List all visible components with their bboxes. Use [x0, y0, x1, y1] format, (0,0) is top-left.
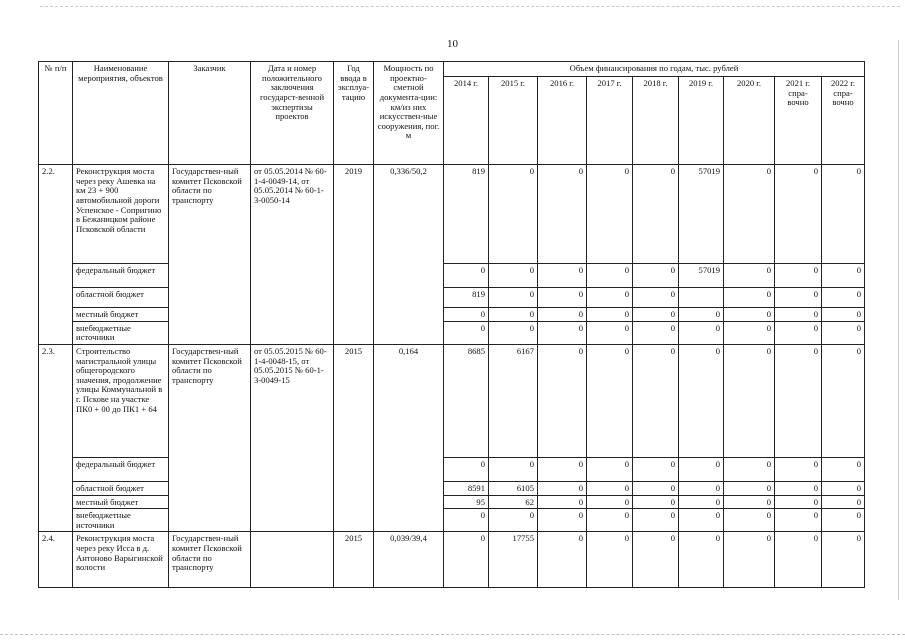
header-year-col: 2018 г. — [633, 77, 679, 165]
value-cell: 0 — [489, 165, 538, 264]
value-cell: 0 — [724, 264, 775, 288]
project-year: 2019 — [334, 165, 374, 345]
table-row — [39, 264, 865, 288]
value-cell: 0 — [633, 509, 679, 532]
source-label: местный бюджет — [73, 495, 169, 509]
project-name: Реконструкция моста через реку Исса в д. Антоново Варыгинской волости — [73, 532, 169, 588]
project-year: 2015 — [334, 344, 374, 532]
value-cell: 0 — [679, 495, 724, 509]
value-cell: 0 — [822, 481, 865, 495]
project-capacity: 0,039/39,4 — [374, 532, 444, 588]
value-cell: 0 — [724, 344, 775, 457]
header-year-col: 2022 г. спра-вочно — [822, 77, 865, 165]
value-cell: 6167 — [489, 344, 538, 457]
value-cell: 0 — [822, 509, 865, 532]
project-num: 2.2. — [39, 165, 73, 345]
header-year-col: 2016 г. — [538, 77, 587, 165]
value-cell: 0 — [775, 264, 822, 288]
header-funding: Объем финансирования по годам, тыс. рублей — [444, 62, 865, 77]
source-label: внебюджетные источники — [73, 509, 169, 532]
scan-artifact-bottom — [0, 634, 905, 636]
value-cell: 0 — [822, 495, 865, 509]
value-cell: 95 — [444, 495, 489, 509]
value-cell: 0 — [444, 509, 489, 532]
value-cell: 0 — [775, 344, 822, 457]
value-cell: 0 — [724, 457, 775, 481]
value-cell: 0 — [724, 509, 775, 532]
project-customer: Государствен-ный комитет Псковской области по транспорту — [169, 344, 251, 532]
header-year-col: 2015 г. — [489, 77, 538, 165]
value-cell: 0 — [822, 532, 865, 588]
value-cell: 0 — [822, 264, 865, 288]
table-row — [39, 481, 865, 495]
value-cell: 0 — [724, 288, 775, 308]
project-customer: Государствен-ный комитет Псковской области по транспорту — [169, 165, 251, 345]
table-row — [39, 495, 865, 509]
project-capacity: 0,336/50,2 — [374, 165, 444, 345]
value-cell: 0 — [444, 308, 489, 322]
value-cell: 6105 — [489, 481, 538, 495]
header-num: № п/п — [39, 62, 73, 165]
value-cell: 0 — [587, 481, 633, 495]
value-cell: 0 — [724, 532, 775, 588]
project-name: Реконструкция моста через реку Ашевка на км 23 + 900 автомобильной дороги Успенское - Сопригино в Бежаницком районе Псковской области — [73, 165, 169, 264]
source-label: внебюджетные источники — [73, 321, 169, 344]
value-cell: 0 — [444, 532, 489, 588]
value-cell: 0 — [775, 532, 822, 588]
value-cell: 0 — [444, 457, 489, 481]
value-cell: 0 — [633, 165, 679, 264]
value-cell: 0 — [822, 344, 865, 457]
value-cell: 0 — [775, 165, 822, 264]
value-cell: 0 — [587, 344, 633, 457]
value-cell: 0 — [538, 457, 587, 481]
value-cell: 0 — [587, 321, 633, 344]
project-expertise — [251, 532, 334, 588]
value-cell: 0 — [489, 308, 538, 322]
value-cell: 0 — [633, 495, 679, 509]
value-cell: 0 — [724, 495, 775, 509]
value-cell: 0 — [587, 165, 633, 264]
table-row — [39, 308, 865, 322]
value-cell: 0 — [587, 457, 633, 481]
value-cell: 0 — [538, 321, 587, 344]
value-cell: 62 — [489, 495, 538, 509]
value-cell: 0 — [633, 288, 679, 308]
value-cell: 0 — [633, 344, 679, 457]
value-cell: 0 — [538, 165, 587, 264]
table-row — [39, 344, 865, 457]
table-row — [39, 457, 865, 481]
value-cell: 8591 — [444, 481, 489, 495]
value-cell — [679, 288, 724, 308]
value-cell: 0 — [822, 165, 865, 264]
value-cell: 0 — [724, 165, 775, 264]
header-year-col: 2019 г. — [679, 77, 724, 165]
source-label: областной бюджет — [73, 288, 169, 308]
project-num: 2.4. — [39, 532, 73, 588]
value-cell: 0 — [489, 321, 538, 344]
header-expertise: Дата и номер положительного заключения государст-венной экспертизы проектов — [251, 62, 334, 165]
header-year-col: 2014 г. — [444, 77, 489, 165]
value-cell: 0 — [633, 321, 679, 344]
value-cell: 0 — [633, 308, 679, 322]
value-cell: 0 — [633, 481, 679, 495]
value-cell: 17755 — [489, 532, 538, 588]
source-label: областной бюджет — [73, 481, 169, 495]
value-cell: 0 — [775, 495, 822, 509]
scan-artifact-top — [40, 6, 900, 8]
value-cell: 0 — [775, 509, 822, 532]
value-cell: 57019 — [679, 264, 724, 288]
value-cell: 0 — [538, 264, 587, 288]
header-name: Наименование мероприятия, объектов — [73, 62, 169, 165]
value-cell: 0 — [822, 308, 865, 322]
value-cell: 0 — [538, 481, 587, 495]
value-cell: 0 — [775, 321, 822, 344]
value-cell: 0 — [724, 481, 775, 495]
value-cell: 0 — [444, 321, 489, 344]
value-cell: 0 — [679, 321, 724, 344]
value-cell: 0 — [587, 532, 633, 588]
source-label: федеральный бюджет — [73, 457, 169, 481]
header-customer: Заказчик — [169, 62, 251, 165]
value-cell: 0 — [587, 264, 633, 288]
scan-artifact-edge — [898, 40, 900, 600]
value-cell: 0 — [587, 288, 633, 308]
table-row — [39, 509, 865, 532]
project-expertise: от 05.05.2015 № 60-1-4-0048-15, от 05.05.2015 № 60-1-3-0049-15 — [251, 344, 334, 532]
header-year: Год ввода в эксплуа-тацию — [334, 62, 374, 165]
value-cell: 0 — [775, 457, 822, 481]
value-cell: 819 — [444, 165, 489, 264]
project-num: 2.3. — [39, 344, 73, 532]
value-cell: 0 — [775, 481, 822, 495]
value-cell: 0 — [679, 344, 724, 457]
value-cell: 0 — [775, 288, 822, 308]
value-cell: 0 — [633, 457, 679, 481]
value-cell: 0 — [775, 308, 822, 322]
value-cell: 0 — [538, 532, 587, 588]
value-cell: 0 — [822, 457, 865, 481]
project-year: 2015 — [334, 532, 374, 588]
value-cell: 0 — [444, 264, 489, 288]
value-cell: 0 — [633, 532, 679, 588]
value-cell: 0 — [587, 509, 633, 532]
table-row — [39, 532, 865, 588]
value-cell: 0 — [724, 321, 775, 344]
table-row — [39, 165, 865, 264]
value-cell: 0 — [633, 264, 679, 288]
source-label: федеральный бюджет — [73, 264, 169, 288]
value-cell: 0 — [538, 509, 587, 532]
value-cell: 57019 — [679, 165, 724, 264]
source-label: местный бюджет — [73, 308, 169, 322]
value-cell: 0 — [489, 264, 538, 288]
value-cell: 0 — [538, 308, 587, 322]
header-capacity: Мощность по проектно-сметной документа-ции: км/из них искусствен-ные сооружения, пог. м — [374, 62, 444, 165]
value-cell: 0 — [587, 308, 633, 322]
value-cell: 0 — [538, 495, 587, 509]
value-cell: 0 — [538, 344, 587, 457]
value-cell: 819 — [444, 288, 489, 308]
value-cell: 8685 — [444, 344, 489, 457]
value-cell: 0 — [822, 288, 865, 308]
value-cell: 0 — [489, 288, 538, 308]
value-cell: 0 — [489, 457, 538, 481]
page-number: 10 — [447, 38, 458, 50]
project-name: Строительство магистральной улицы общегородского значения, продолжение улицы Коммунальной в г. Пскове на участке ПК0 + 00 до ПК1 + 64 — [73, 344, 169, 457]
value-cell: 0 — [489, 509, 538, 532]
project-expertise: от 05.05.2014 № 60-1-4-0049-14, от 05.05.2014 № 60-1-3-0050-14 — [251, 165, 334, 345]
project-customer: Государствен-ный комитет Псковской области по транспорту — [169, 532, 251, 588]
value-cell: 0 — [679, 509, 724, 532]
funding-table — [38, 61, 865, 588]
value-cell: 0 — [822, 321, 865, 344]
value-cell: 0 — [538, 288, 587, 308]
header-year-col: 2017 г. — [587, 77, 633, 165]
table-row — [39, 321, 865, 344]
value-cell: 0 — [679, 481, 724, 495]
header-year-col: 2020 г. — [724, 77, 775, 165]
value-cell: 0 — [587, 495, 633, 509]
value-cell: 0 — [679, 308, 724, 322]
project-capacity: 0,164 — [374, 344, 444, 532]
value-cell: 0 — [679, 532, 724, 588]
value-cell: 0 — [679, 457, 724, 481]
header-year-col: 2021 г. спра-вочно — [775, 77, 822, 165]
value-cell: 0 — [724, 308, 775, 322]
table-row — [39, 288, 865, 308]
